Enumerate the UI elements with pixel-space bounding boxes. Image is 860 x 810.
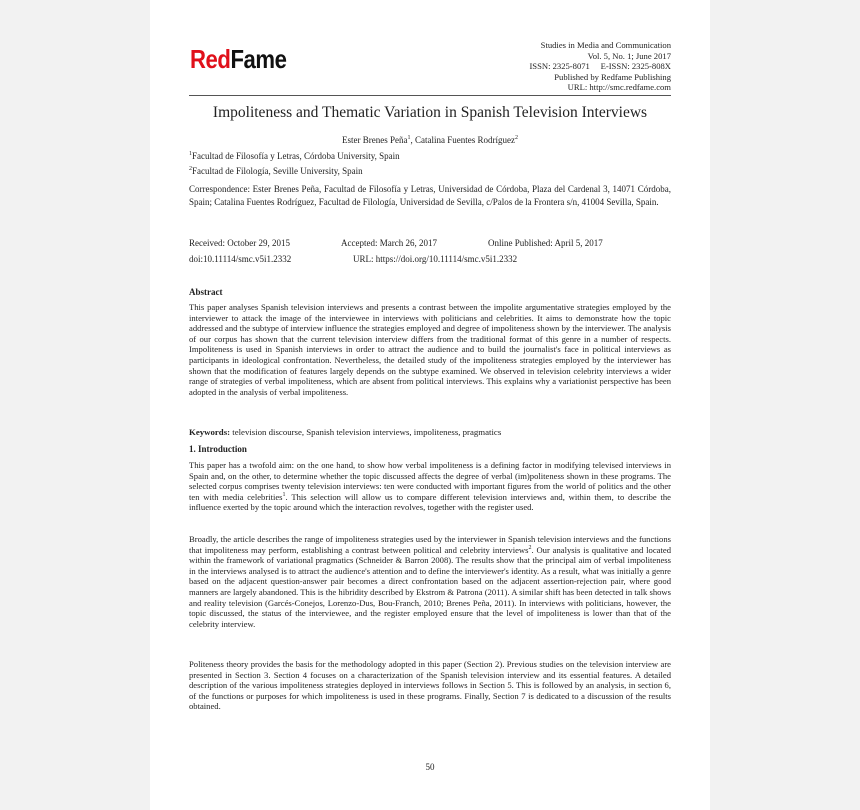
intro-p1-text-a: This paper has a twofold aim: on the one hand, to show how verbal impoliteness is a defining factor in modifying televised interviews in Spain and, on the other, to determine whether the topic discussed affects the degree of verbal (im)politeness shown in these programs. The selected corpus comprises twenty television interviews: ten were conducted with important figures from the world of politics and the other ten with media celebrities <box>189 460 671 502</box>
affiliation-1-text: Facultad de Filosofía y Letras, Córdoba University, Spain <box>192 151 400 161</box>
footnote-mark-2: 2 <box>528 544 532 551</box>
affiliation-1-mark: 1 <box>189 151 192 157</box>
redfame-logo <box>190 44 287 75</box>
intro-paragraph-2 <box>189 534 671 629</box>
section-heading: 1. Introduction <box>189 444 247 454</box>
journal-issn: ISSN: 2325-8071 E-ISSN: 2325-808X <box>529 61 671 72</box>
keywords-label: Keywords: <box>189 427 231 437</box>
affiliation-2-mark: 2 <box>189 166 192 172</box>
footnote-mark-1: 1 <box>282 491 286 498</box>
intro-p2-text-b: . Our analysis is qualitative and located within the framework of variational pragmatics (Schneider & Barron 2008). The results show that the principal aim of verbal impoliteness in the interviews analysed is to attract the audience's attention and to define the interviewer's identity. As a result, what was initially a genre based on the adjacent question-answer pair becomes a direct confrontation based on the adjacent assertion-rejection pair, where good manners are largely abandoned. This is the hibridity described by Ekstrom & Patrona (2011). A similar shift has been detected in talk shows and reality television (Garcés-Conejos, Lorenzo-Dus, Bou-Franch, 2010; Brenes Peña, 2011). In interviews with politicians, however, the topic discussed, the status of the interviewee, and the register employed ensure that the level of impoliteness is lower than that of the celebrity interview. <box>189 544 671 629</box>
correspondence: Correspondence: Ester Brenes Peña, Facultad de Filosofía y Letras, Universidad de Córdoba, Plaza del Cardenal 3, 14071 Córdoba, Spain; Catalina Fuentes Rodríguez, Facultad de Filología, Universidad de Sevilla, c/Palos de la Frontera s/n, 41004 Sevilla, Spain. <box>189 184 671 207</box>
accepted-date: Accepted: March 26, 2017 <box>341 238 437 248</box>
author-1-mark: 1 <box>407 135 411 141</box>
author-1: Ester Brenes Peña <box>342 135 408 145</box>
intro-p1-text-b: . This selection will allow us to compare different television interviews and, within them, to describe the influence exerted by the topic around which the interaction revolves, together with the register used. <box>189 491 672 513</box>
intro-p2-text-a: Broadly, the article describes the range of impoliteness strategies used by the interviewer in Spanish television interviews and the functions that impoliteness may perform, establishing a contrast between political and celebrity interviews <box>189 534 671 555</box>
received-date: Received: October 29, 2015 <box>189 238 290 248</box>
author-2-mark: 2 <box>514 135 518 141</box>
doi: doi:10.11114/smc.v5i1.2332 <box>189 254 292 264</box>
logo-red-part: Red <box>190 44 231 74</box>
keywords-text: television discourse, Spanish television interviews, impoliteness, pragmatics <box>230 427 502 437</box>
paper-title: Impoliteness and Thematic Variation in Spanish Television Interviews <box>212 104 648 121</box>
abstract-heading: Abstract <box>189 287 223 297</box>
header-rule <box>189 95 671 96</box>
author-separator: , <box>410 135 415 145</box>
journal-volume: Vol. 5, No. 1; June 2017 <box>587 50 671 61</box>
author-line <box>189 135 671 145</box>
affiliation-2 <box>189 166 671 176</box>
logo-black-part: Fame <box>230 44 287 74</box>
author-2: Catalina Fuentes Rodríguez <box>415 135 515 145</box>
journal-name: Studies in Media and Communication <box>540 40 671 50</box>
affiliation-1 <box>189 151 671 161</box>
journal-publisher: Published by Redfame Publishing <box>554 71 671 82</box>
published-date: Online Published: April 5, 2017 <box>488 238 603 248</box>
journal-url: URL: http://smc.redfame.com <box>567 82 671 93</box>
page-number: 50 <box>425 762 435 772</box>
journal-info <box>529 40 671 93</box>
doi-url[interactable]: URL: https://doi.org/10.11114/smc.v5i1.2332 <box>353 254 518 264</box>
intro-paragraph-1 <box>189 460 671 513</box>
intro-paragraph-3: Politeness theory provides the basis for the methodology adopted in this paper (Section 2). Previous studies on the television interview are presented in Section 3. Section 4 focuses on a characterization of the Spanish television interview and its essential features. A detailed description of the various impoliteness strategies deployed in interviews follows in Section 5. This is followed by an analysis, in section 6, of the functions or purposes for which impoliteness is used in these programs. Finally, Section 7 is dedicated to a discussion of the results obtained. <box>189 659 671 712</box>
abstract-text: This paper analyses Spanish television interviews and presents a contrast between the impolite argumentative strategies employed by the interviewer to attack the image of the interviewee in interviews with politicians and celebrities. It aims to demonstrate how the topic addressed and the subtype of interview influence the strategies employed and degree of impoliteness shown by the interviewer. The analysis of our corpus has shown that the current television interview differs from the traditional format of this genre in a number of respects. Impoliteness is used in Spanish interviews in order to attract the audience and to build the journalist's face in political interviews as participants in ideological confrontation. Nevertheless, the detailed study of the impoliteness strategies employed by the interviewer has shown that the modification of features largely depends on the subtype examined. We observed in television celebrity interviews a wider range of strategies of verbal impoliteness, which are absent from political interviews. This explains why a variationist perspective has been adopted in the analysis of verbal impoliteness. <box>189 302 671 397</box>
keywords <box>189 427 671 437</box>
affiliation-2-text: Facultad de Filología, Seville University, Spain <box>192 166 363 176</box>
